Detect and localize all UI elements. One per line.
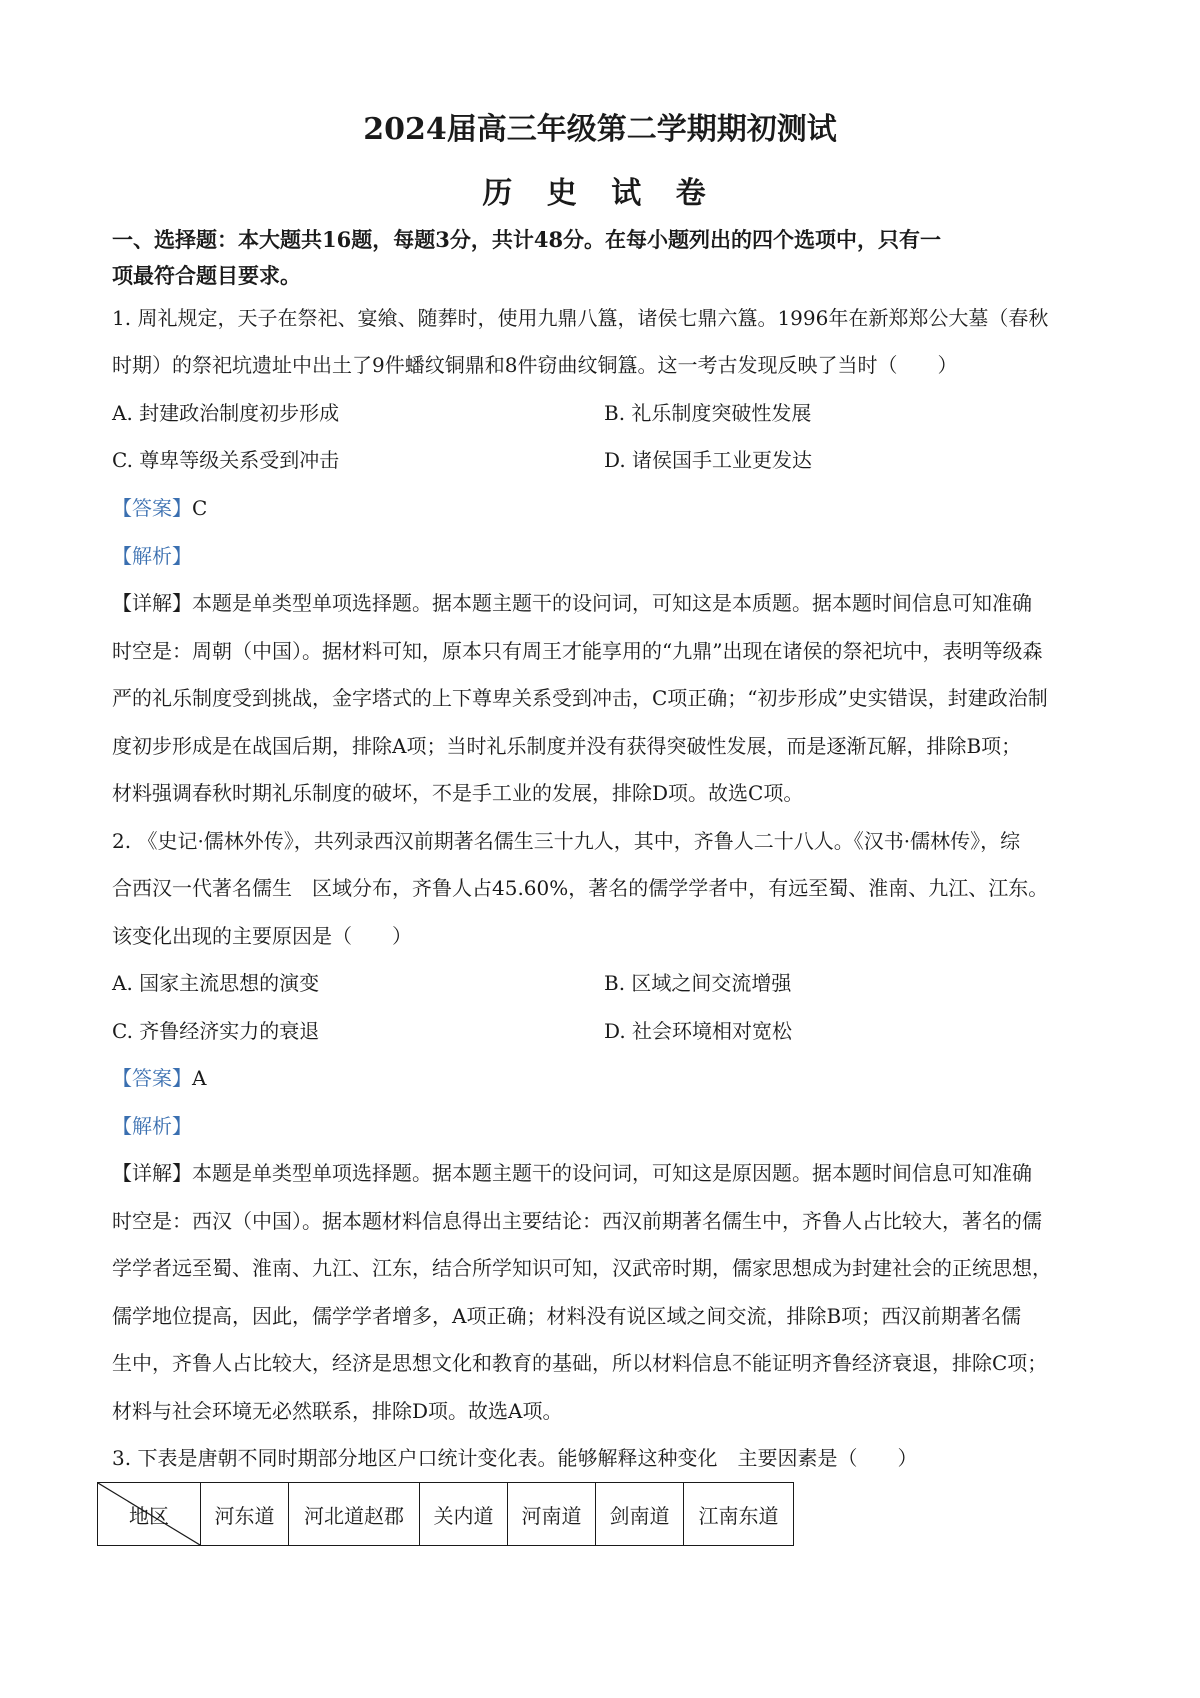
table-header-row bbox=[98, 1483, 794, 1546]
q1-option-a: A. 封建政治制度初步形成 bbox=[112, 401, 340, 425]
page-subtitle: 历 史 试 卷 bbox=[482, 176, 718, 211]
q2-option-a: A. 国家主流思想的演变 bbox=[112, 971, 320, 995]
q1-option-b: B. 礼乐制度突破性发展 bbox=[604, 401, 812, 425]
q1-option-d: D. 诸侯国手工业更发达 bbox=[604, 448, 813, 472]
q3-data-table bbox=[97, 1482, 794, 1546]
q2-option-c: C. 齐鲁经济实力的衰退 bbox=[112, 1019, 320, 1043]
q1-answer-value: C bbox=[192, 496, 208, 520]
q1-detail-line3: 严的礼乐制度受到挑战，金字塔式的上下尊卑关系受到冲击，C项正确；“初步形成”史实错误，封建政治制 bbox=[112, 686, 1048, 710]
table-header-cell: 关内道 bbox=[420, 1483, 508, 1546]
table-header-cell: 剑南道 bbox=[596, 1483, 684, 1546]
page-title: 2024届高三年级第二学期期初测试 bbox=[363, 112, 837, 147]
q2-answer-label: 【答案】 bbox=[112, 1066, 192, 1090]
q2-analysis-label: 【解析】 bbox=[112, 1114, 192, 1138]
q1-stem-line1: 1. 周礼规定，天子在祭祀、宴飨、随葬时，使用九鼎八簋，诸侯七鼎六簋。1996年在新郑郑公大墓（春秋 bbox=[112, 306, 1049, 330]
q1-answer-label: 【答案】 bbox=[112, 496, 192, 520]
table-header-cell: 江南东道 bbox=[684, 1483, 794, 1546]
section-heading-line2: 项最符合题目要求。 bbox=[112, 263, 301, 288]
q2-stem-line3: 该变化出现的主要原因是（ ） bbox=[112, 924, 412, 948]
table-header-cell-region bbox=[98, 1483, 201, 1546]
q2-detail-line2: 时空是：西汉（中国）。据本题材料信息得出主要结论：西汉前期著名儒生中，齐鲁人占比较大，著名的儒 bbox=[112, 1209, 1042, 1233]
q1-stem-line2: 时期）的祭祀坑遗址中出土了9件蟠纹铜鼎和8件窃曲纹铜簋。这一考古发现反映了当时（ ） bbox=[112, 353, 958, 377]
q1-analysis-label: 【解析】 bbox=[112, 544, 192, 568]
q2-option-d: D. 社会环境相对宽松 bbox=[604, 1019, 793, 1043]
q2-answer bbox=[112, 1064, 206, 1092]
q2-stem-line2: 合西汉一代著名儒生 区域分布，齐鲁人占45.60%，著名的儒学学者中，有远至蜀、淮南、九江、江东。 bbox=[112, 876, 1049, 900]
q2-detail-line6: 材料与社会环境无必然联系，排除D项。故选A项。 bbox=[112, 1399, 563, 1423]
q1-detail-line5: 材料强调春秋时期礼乐制度的破坏，不是手工业的发展，排除D项。故选C项。 bbox=[112, 781, 804, 805]
table-header-cell: 河南道 bbox=[508, 1483, 596, 1546]
q2-detail-line3: 学学者远至蜀、淮南、九江、江东，结合所学知识可知，汉武帝时期，儒家思想成为封建社会的正统思想， bbox=[112, 1256, 1052, 1280]
table-header-label: 地区 bbox=[129, 1503, 169, 1528]
q2-option-b: B. 区域之间交流增强 bbox=[604, 971, 792, 995]
q1-option-c: C. 尊卑等级关系受到冲击 bbox=[112, 448, 340, 472]
q2-detail-line1 bbox=[112, 1159, 1032, 1187]
q1-detail-label: 【详解】 bbox=[112, 591, 192, 615]
q1-detail-line2: 时空是：周朝（中国）。据材料可知，原本只有周王才能享用的“九鼎”出现在诸侯的祭祀坑中，表明等级森 bbox=[112, 639, 1043, 663]
table-header-cell: 河东道 bbox=[201, 1483, 289, 1546]
section-heading-line1: 一、选择题：本大题共16题，每题3分，共计48分。在每小题列出的四个选项中，只有一 bbox=[112, 227, 942, 252]
q2-detail-line4: 儒学地位提高，因此，儒学学者增多，A项正确；材料没有说区域之间交流，排除B项；西汉前期著名儒 bbox=[112, 1304, 1022, 1328]
q2-answer-value: A bbox=[192, 1066, 207, 1090]
q1-detail-line1 bbox=[112, 589, 1032, 617]
q1-answer bbox=[112, 494, 207, 522]
table-header-cell: 河北道赵郡 bbox=[289, 1483, 420, 1546]
q2-detail-label: 【详解】 bbox=[112, 1161, 192, 1185]
q1-detail-text1: 本题是单类型单项选择题。据本题主题干的设问词，可知这是本质题。据本题时间信息可知准确 bbox=[192, 591, 1032, 615]
q2-detail-text1: 本题是单类型单项选择题。据本题主题干的设问词，可知这是原因题。据本题时间信息可知准确 bbox=[192, 1161, 1032, 1185]
q2-stem-line1: 2. 《史记·儒林外传》，共列录西汉前期著名儒生三十九人，其中，齐鲁人二十八人。《汉书·儒林传》，综 bbox=[112, 829, 1021, 853]
q1-detail-line4: 度初步形成是在战国后期，排除A项；当时礼乐制度并没有获得突破性发展，而是逐渐瓦解，排除B项； bbox=[112, 734, 1022, 758]
q3-stem: 3. 下表是唐朝不同时期部分地区户口统计变化表。能够解释这种变化 主要因素是（ ） bbox=[112, 1446, 918, 1470]
q2-detail-line5: 生中，齐鲁人占比较大，经济是思想文化和教育的基础，所以材料信息不能证明齐鲁经济衰退，排除C项； bbox=[112, 1351, 1048, 1375]
